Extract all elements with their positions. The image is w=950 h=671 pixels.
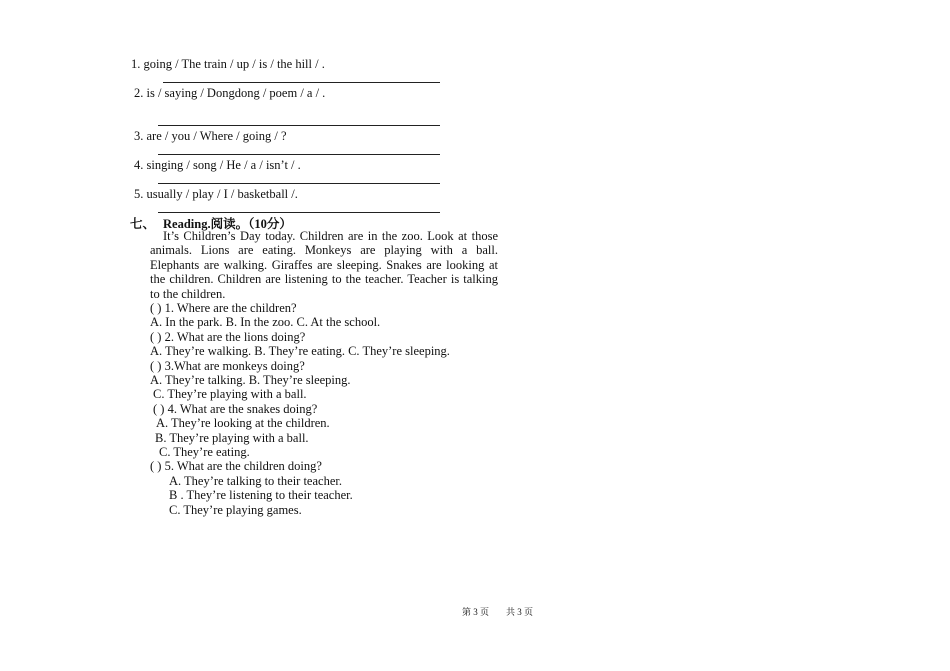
reading-question-2: ( ) 2. What are the lions doing? xyxy=(150,329,306,344)
reading-question-2-options: A. They’re walking. B. They’re eating. C. They’re sleeping. xyxy=(150,344,450,359)
answer-line-3[interactable] xyxy=(158,154,440,155)
footer-total-pages: 共 3 页 xyxy=(506,607,534,617)
answer-line-2[interactable] xyxy=(158,125,440,126)
reading-question-4-option-c: C. They’re eating. xyxy=(159,444,250,459)
reading-section xyxy=(150,229,498,517)
reading-question-5: ( ) 5. What are the children doing? xyxy=(150,459,322,474)
question-1: 1. going / The train / up / is / the hill / . xyxy=(131,57,325,71)
reading-question-3: ( ) 3.What are monkeys doing? xyxy=(150,358,305,373)
answer-line-5[interactable] xyxy=(158,212,440,213)
footer-page-number: 第 3 页 xyxy=(462,607,490,617)
question-3: 3. are / you / Where / going / ? xyxy=(134,129,287,143)
reading-question-3-option-ab: A. They’re talking. B. They’re sleeping. xyxy=(150,372,351,387)
answer-line-1[interactable] xyxy=(163,82,440,83)
reading-question-4-option-a: A. They’re looking at the children. xyxy=(156,416,330,431)
reading-question-1: ( ) 1. Where are the children? xyxy=(150,301,297,316)
section-title: Reading.阅读。（10分） xyxy=(163,217,292,231)
reading-question-1-options: A. In the park. B. In the zoo. C. At the school. xyxy=(150,315,381,330)
answer-line-4[interactable] xyxy=(158,183,440,184)
reading-question-4: ( ) 4. What are the snakes doing? xyxy=(153,401,318,416)
reading-passage: It’s Children’s Day today. Children are in the zoo. Look at those animals. Lions are eating. Monkeys are playing with a ball. Elephants are walking. Giraffes are sleeping. Snakes are looking at the children. Children are listening to the teacher. Teacher is talking to the children. xyxy=(150,229,498,301)
question-2: 2. is / saying / Dongdong / poem / a / . xyxy=(134,86,326,100)
reading-question-5-option-c: C. They’re playing games. xyxy=(169,502,302,517)
question-5: 5. usually / play / I / basketball /. xyxy=(134,187,298,201)
reading-question-3-option-c: C. They’re playing with a ball. xyxy=(153,387,307,402)
question-4: 4. singing / song / He / a / isn’t / . xyxy=(134,158,301,172)
reading-question-4-option-b: B. They’re playing with a ball. xyxy=(155,430,309,445)
reading-question-5-option-b: B . They’re listening to their teacher. xyxy=(169,488,353,503)
reading-question-5-option-a: A. They’re talking to their teacher. xyxy=(169,473,342,488)
section-number: 七、 xyxy=(130,217,156,231)
